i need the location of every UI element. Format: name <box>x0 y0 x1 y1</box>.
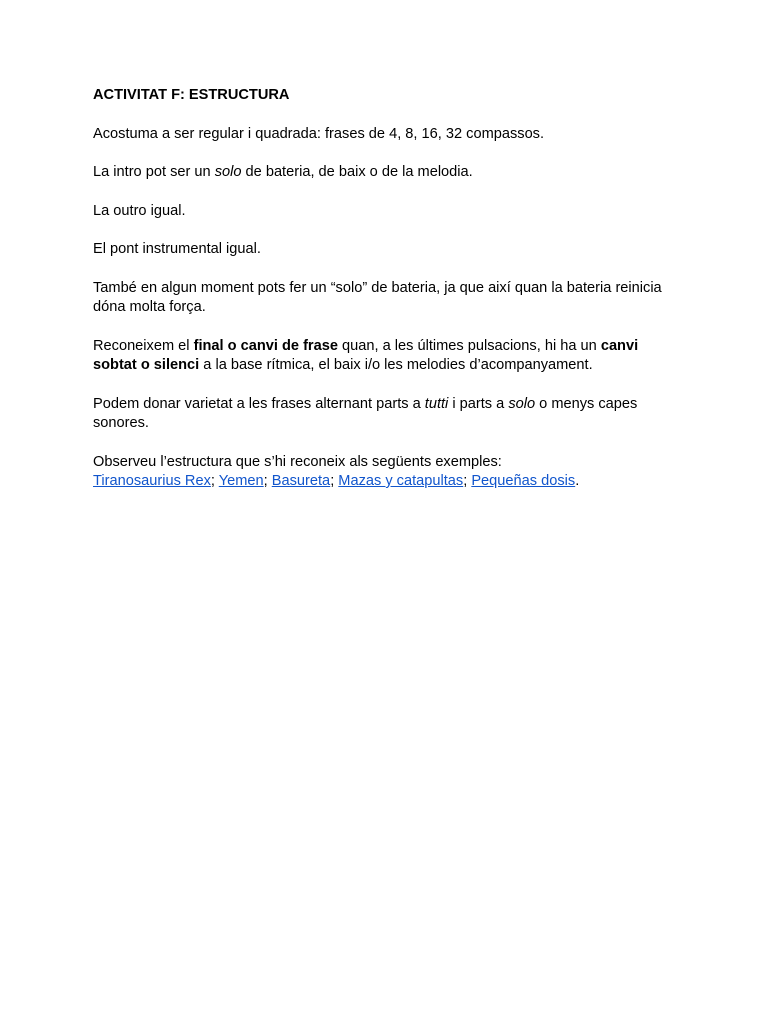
paragraph-phrase-change <box>93 337 683 376</box>
text: de bateria, de baix o de la melodia. <box>241 164 473 180</box>
text: Reconeixem el <box>93 337 194 354</box>
spacer <box>93 318 683 337</box>
italic-text: tutti <box>424 395 449 412</box>
italic-text: solo <box>508 395 536 412</box>
spacer <box>93 434 683 453</box>
paragraph-variety <box>93 395 683 434</box>
text: a la base rítmica, el baix i/o les melodies d’acompanyament. <box>199 357 593 373</box>
text: La intro pot ser un <box>93 164 215 180</box>
spacer <box>93 183 683 202</box>
separator: ; <box>210 473 219 489</box>
document-page <box>93 86 683 492</box>
text: i parts a <box>448 395 509 412</box>
spacer <box>93 260 683 279</box>
paragraph-drum-solo: També en algun moment pots fer un “solo” de bateria, ja que així quan la bateria reinicia dóna molta força. <box>93 279 662 315</box>
bold-text: final o canvi de frase <box>193 337 338 354</box>
bold-text: canvi sobtat o silenci <box>93 337 639 373</box>
link-tiranosaurius-rex[interactable]: Tiranosaurius Rex <box>93 473 211 489</box>
paragraph-bridge: El pont instrumental igual. <box>93 241 261 257</box>
link-yemen[interactable]: Yemen <box>218 473 264 489</box>
link-mazas-y-catapultas[interactable]: Mazas y catapultas <box>338 473 464 489</box>
example-links <box>93 472 683 492</box>
spacer <box>93 106 683 125</box>
paragraph-examples-intro: Observeu l’estructura que s’hi reconeix als següents exemples: <box>93 453 502 470</box>
spacer <box>93 144 683 163</box>
paragraph-outro: La outro igual. <box>93 202 186 219</box>
separator: ; <box>463 473 472 489</box>
link-pequenas-dosis[interactable]: Pequeñas dosis <box>471 473 576 489</box>
paragraph-intro <box>93 163 683 183</box>
link-basureta[interactable]: Basureta <box>271 473 331 489</box>
text: Podem donar varietat a les frases alternant parts a <box>93 395 425 412</box>
paragraph-regular: Acostuma a ser regular i quadrada: frases de 4, 8, 16, 32 compassos. <box>93 125 545 142</box>
spacer <box>93 376 683 395</box>
separator: ; <box>330 473 339 489</box>
page-title: ACTIVITAT F: ESTRUCTURA <box>93 87 290 103</box>
period: . <box>575 473 580 489</box>
text: quan, a les últimes pulsacions, hi ha un <box>337 337 601 354</box>
italic-text: solo <box>214 164 242 180</box>
text: o menys capes sonores. <box>93 395 638 431</box>
spacer <box>93 221 683 240</box>
separator: ; <box>263 473 272 489</box>
